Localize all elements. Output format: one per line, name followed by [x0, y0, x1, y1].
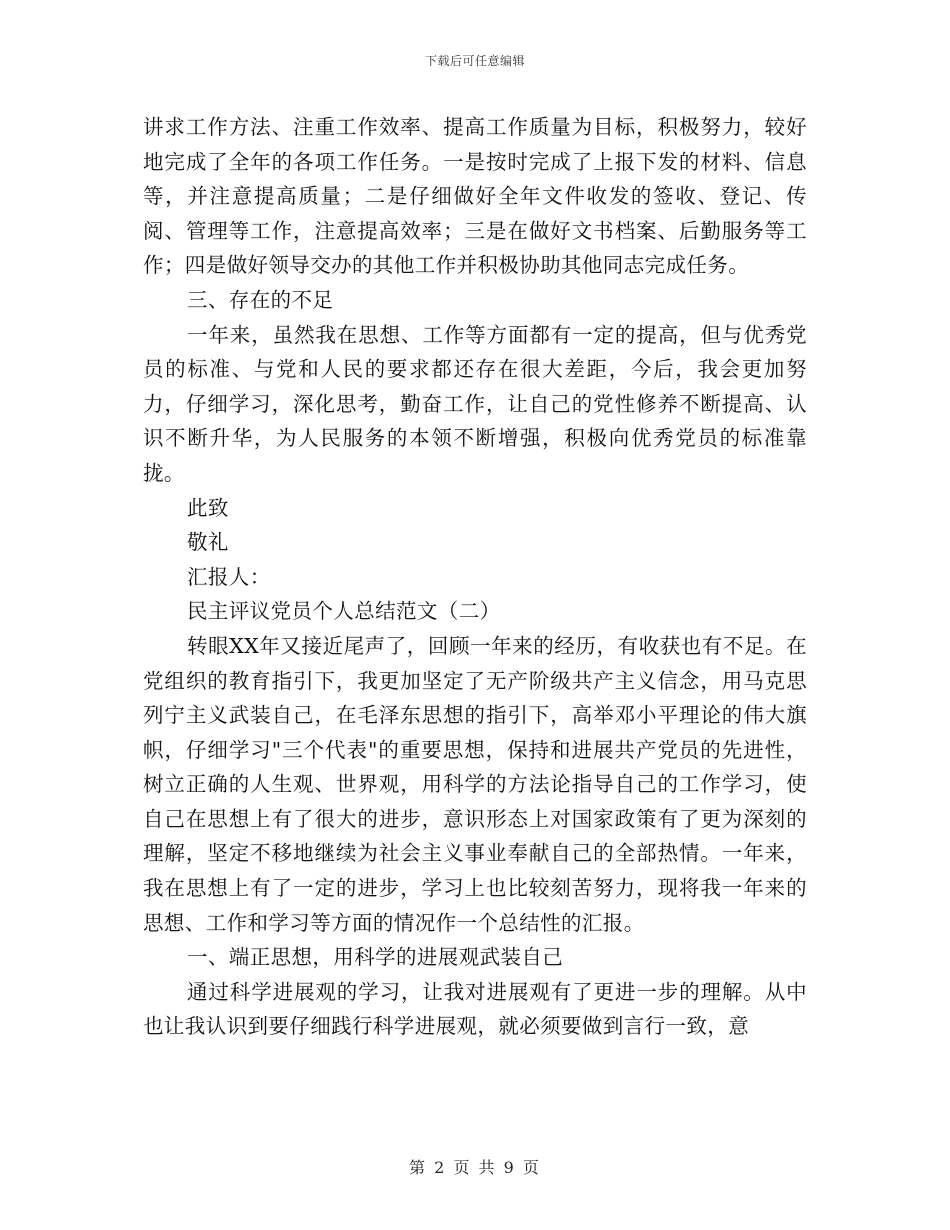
closing-salutation: 此致 — [187, 495, 229, 520]
page-number-footer: 第 2 页 共 9 页 — [409, 1158, 541, 1177]
article-title-two: 民主评议党员个人总结范文（二） — [187, 599, 501, 624]
paragraph-scientific-development: 通过科学进展观的学习，让我对进展观有了更进一步的理解。从中也让我认识到要仔细践行科学进展观，就必须要做到言行一致，意 — [143, 979, 807, 1039]
paragraph-year-review: 转眼XX年又接近尾声了，回顾一年来的经历，有收获也有不足。在党组织的教育指引下，我更加坚定了无产阶级共产主义信念，用马克思列宁主义武装自己，在毛泽东思想的指引下，高举邓小平理论的伟大旗帜，仔细学习"三个代表"的重要思想，保持和进展共产党员的先进性，树立正确的人生观、世界观，用科学的方法论指导自己的工作学习，使自己在思想上有了很大的进步，意识形态上对国家政策有了更为深刻的理解，坚定不移地继续为社会主义事业奉献自己的全部热情。一年来，我在思想上有了一定的进步，学习上也比较刻苦努力，现将我一年来的思想、工作和学习等方面的情况作一个总结性的汇报。 — [143, 633, 807, 935]
section-heading-thought: 一、端正思想，用科学的进展观武装自己 — [187, 945, 564, 970]
page-header: 下载后可任意编辑 — [424, 54, 525, 68]
paragraph-shortcomings: 一年来，虽然我在思想、工作等方面都有一定的提高，但与优秀党员的标准、与党和人民的要求都还存在很大差距，今后，我会更加努力，仔细学习，深化思考，勤奋工作，让自己的党性修养不断提高、认识不断升华，为人民服务的本领不断增强，积极向优秀党员的标准靠拢。 — [143, 322, 807, 485]
reporter-label: 汇报人： — [187, 564, 271, 589]
paragraph-work-tasks: 讲求工作方法、注重工作效率、提高工作质量为目标，积极努力，较好地完成了全年的各项工作任务。一是按时完成了上报下发的材料、信息等，并注意提高质量；二是仔细做好全年文件收发的签收、登记、传阅、管理等工作，注意提高效率；三是在做好文书档案、后勤服务等工作；四是做好领导交办的其他工作并积极协助其他同志完成任务。 — [143, 115, 807, 278]
section-heading-shortcomings: 三、存在的不足 — [187, 287, 334, 312]
closing-regards: 敬礼 — [187, 530, 229, 555]
document-body — [143, 110, 807, 1044]
